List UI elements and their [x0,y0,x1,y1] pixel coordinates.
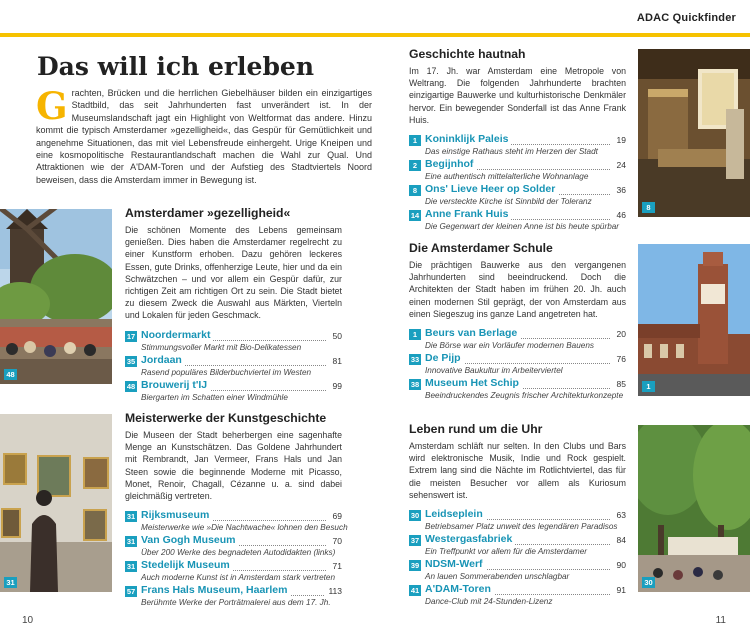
entry-name: Ons' Lieve Heer op Solder [425,183,558,195]
photo-beurs-image [638,244,750,396]
photo-beurs [638,244,750,396]
section-geschichte-text: Im 17. Jh. war Amsterdam eine Metropole von Weltrang. Die folgenden Jahrhunderte brachten einzigartige Bauwerke und kulturhistorische Denkmäler hervor. Ein bewegender Sonderfall ist das Anne Frank Huis. [409,66,626,125]
list-item[interactable] [409,509,626,534]
entry-page: 71 [330,561,342,571]
section-schule [409,241,626,403]
entry-description: Berühmte Werke der Porträtmalerei aus dem 17. Jh. [141,598,331,608]
list-item[interactable] [125,330,342,355]
entry-description: Die versteckte Kirche ist Sinnbild der Toleranz [425,197,592,207]
photo-interior-image [638,49,750,217]
photo-interior [638,49,750,217]
list-item[interactable] [125,560,342,585]
entry-number: 1 [409,135,421,146]
list-item[interactable] [409,378,626,403]
intro-dropcap: G [36,84,68,128]
entry-description: Die Börse war ein Vorläufer modernen Bauens [425,341,594,351]
photo-gallery-image [0,414,112,592]
entry-number: 31 [126,562,136,572]
section-geschichte-title: Geschichte hautnah [409,47,526,61]
section-kunst-text: Die Museen der Stadt beherbergen eine sagenhafte Menge an Kunstschätzen. Das Goldene Jahrhundert mit Rembrandt, Jan Vermeer, Frans Hals und Jan Steen sowie die beginnende Moderne mit Picasso, Monet, Renoir, Chagall, Cézanne u. a. sind dabei gleichmäßig vertreten. [125,430,342,502]
entry-description: Betriebsamer Platz unweit des legendären Paradisos [425,522,618,532]
list-item[interactable] [409,353,626,378]
section-gezelligheid-title: Amsterdamer »gezelligheid« [125,206,291,220]
entry-name: Beurs van Berlage [425,327,520,339]
entry-number: 57 [126,587,136,597]
entry-description: Eine authentisch mittelalterliche Wohnanlage [425,172,589,182]
entry-name: Stedelijk Museum [141,559,233,571]
entry-description: Das einstige Rathaus steht im Herzen der Stadt [425,147,598,157]
brand-label: ADAC Quickfinder [636,12,736,24]
photo-gallery-badge: 31 [4,577,17,588]
section-schule-text: Die prächtigen Bauwerke aus den vergangenen Jahrhunderten sind beeindruckend. Doch die Architekten der Stadt haben im frühen 20. Jh. auch einen modernen Stil geprägt, der von Amsterdam aus einen Siegeszug ins ganze Land angetreten hat. [409,260,626,319]
entry-number: 8 [409,185,421,196]
entry-page: 20 [614,329,626,339]
page-title: Das will ich erleben [37,52,315,81]
entry-name: Anne Frank Huis [425,208,511,220]
entry-name: Westergasfabriek [425,533,515,545]
section-gezelligheid [125,206,342,405]
photo-windmill-image [0,209,112,384]
photo-square [638,425,750,592]
entry-description: Meisterwerke wie »Die Nachtwache« lohnen den Besuch [141,523,348,533]
entry-number: 37 [410,536,420,546]
entry-number: 41 [410,586,420,596]
entry-page: 84 [614,535,626,545]
entry-number: 39 [410,561,420,571]
entry-page: 113 [325,586,342,596]
section-gezelligheid-list [125,330,342,405]
entry-description: Rasend populäres Bilderbuchviertel im Westen [141,367,312,377]
entry-description: Über 200 Werke des begnadeten Autodidakten (links) [141,548,336,558]
entry-description: An lauen Sommerabenden unschlagbar [425,572,570,582]
entry-name: Frans Hals Museum, Haarlem [141,584,290,596]
entry-number: 31 [126,512,136,522]
entry-page: 69 [330,511,342,521]
intro-text: rachten, Brücken und die herrlichen Giebelhäuser bilden ein einzigartiges Stadtbild, das seit Jahrhunderten fast unverändert ist. In der Museumslandschaft jagt ein Highlight von Weltformat das andere. Hinzu kommt die typisch Amsterdamer »gezelligheid«, das Gespür für Gemütlichkeit und angenehme Situationen, das mit viel Lebensfreude einhergeht. Urige Kneipen und eine kosmopolitische Restaurantlandschaft machen die Wahl zur Qual. Und Attraktionen wie der A'DAM-Toren und der Aufstieg des Stadtviertels Noord beweisen, dass die Amsterdam immer in Bewegung ist. [36,88,372,185]
entry-number: 17 [126,331,136,341]
entry-description: Die Gegenwart der kleinen Anne ist bis heute spürbar [425,222,620,232]
photo-windmill [0,209,112,384]
entry-description: Innovative Baukultur im Arbeiterviertel [425,366,563,376]
entry-number: 33 [410,355,420,365]
header-rule [0,33,750,37]
section-kunst [125,411,348,610]
page-number-right: 11 [715,615,726,626]
entry-description: Stimmungsvoller Markt mit Bio-Delikatessen [141,342,302,352]
entry-number: 14 [410,211,420,221]
entry-number: 31 [126,537,136,547]
entry-name: Museum Het Schip [425,377,522,389]
entry-name: Begijnhof [425,158,476,170]
entry-number: 30 [410,511,420,521]
entry-name: Jordaan [141,354,185,366]
section-nacht-title: Leben rund um die Uhr [409,422,543,436]
list-item[interactable] [125,355,342,380]
entry-description: Dance-Club mit 24-Stunden-Lizenz [425,597,553,607]
list-item[interactable] [409,159,626,184]
list-item[interactable] [409,534,626,559]
section-gezelligheid-text: Die schönen Momente des Lebens gemeinsam genießen. Dies haben die Amsterdamer regelrecht zu einer Kunstform erhoben. Dazu gehören leckeres Essen, gute Drinks, offenherzige Leute, hier und da ein Schwätzchen – und vor allem ein Gespür dafür, zur richtigen Zeit am richtigen Ort zu sein. Die Stadt bietet zu diesem Zweck die Auswahl aus Märkten, Vierteln und Lokalen für jeden Geschmack. [125,225,342,321]
list-item[interactable] [409,328,626,353]
entry-number: 1 [409,329,421,340]
list-item[interactable] [409,209,626,234]
list-item[interactable] [409,134,626,159]
section-kunst-title: Meisterwerke der Kunstgeschichte [125,411,327,425]
entry-page: 19 [614,135,626,145]
entry-page: 76 [614,354,626,364]
list-item[interactable] [409,559,626,584]
page-header [0,0,750,30]
photo-square-image [638,425,750,592]
entry-page: 91 [614,585,626,595]
list-item[interactable] [125,535,342,560]
intro-paragraph [36,84,372,186]
list-item[interactable] [125,380,342,405]
list-item[interactable] [409,184,626,209]
entry-page: 50 [330,331,342,341]
entry-number: 48 [126,381,136,391]
section-nacht-list [409,509,626,609]
photo-gallery [0,414,112,592]
entry-description: Beeindruckendes Zeugnis frischer Architekturkonzepte [425,391,624,401]
section-geschichte-list [409,134,626,234]
entry-page: 24 [614,160,626,170]
entry-page: 46 [614,210,626,220]
entry-name: NDSM-Werf [425,558,486,570]
entry-page: 81 [330,356,342,366]
entry-number: 38 [410,380,420,390]
entry-name: Koninklijk Paleis [425,133,511,145]
entry-name: De Pijp [425,352,464,364]
entry-description: Biergarten im Schatten einer Windmühle [141,392,288,402]
list-item[interactable] [125,509,348,535]
entry-name: Leidseplein [425,508,486,520]
entry-page: 36 [614,185,626,195]
entry-number: 2 [409,160,421,171]
entry-name: Brouwerij t'IJ [141,379,210,391]
section-schule-title: Die Amsterdamer Schule [409,241,553,255]
section-kunst-list [125,509,348,610]
entry-page: 90 [614,560,626,570]
photo-beurs-badge: 1 [642,381,655,392]
entry-name: Rijksmuseum [141,509,212,521]
entry-description: Ein Treffpunkt vor allem für die Amsterdamer [425,547,587,557]
entry-page: 99 [330,381,342,391]
list-item[interactable] [409,584,626,609]
entry-description: Auch moderne Kunst ist in Amsterdam stark vertreten [141,573,336,583]
entry-name: Van Gogh Museum [141,534,239,546]
photo-windmill-badge: 48 [4,369,17,380]
list-item[interactable] [125,585,342,610]
section-nacht-text: Amsterdam schläft nur selten. In den Clubs und Bars wird elektronische Musik, Indie und Rock gespielt. Extrem lang sind die Nächte im Rotlichtviertel, das für die meisten Besucher vor allem als Kuriosum sehenswert ist. [409,441,626,500]
entry-page: 70 [330,536,342,546]
entry-page: 85 [614,379,626,389]
section-geschichte [409,47,626,234]
entry-page: 63 [614,510,626,520]
entry-name: Noordermarkt [141,329,213,341]
photo-interior-badge: 8 [642,202,655,213]
section-nacht [409,422,626,609]
page-number-left: 10 [22,615,34,626]
entry-name: A'DAM-Toren [425,583,494,595]
entry-number: 35 [126,356,136,366]
photo-square-badge: 30 [642,577,655,588]
section-schule-list [409,328,626,403]
